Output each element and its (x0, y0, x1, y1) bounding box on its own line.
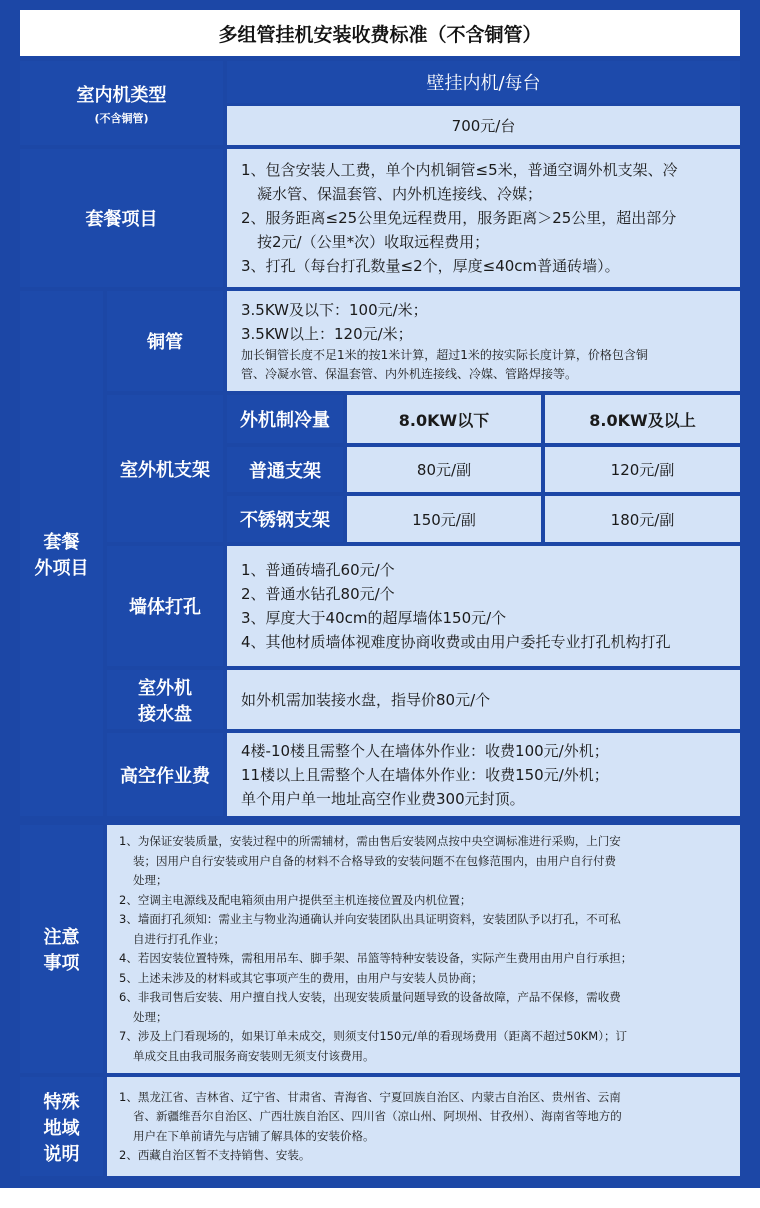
note-line: 处理； (133, 1009, 168, 1024)
copper-label-cell (107, 291, 223, 391)
package-label: 套餐项目 (85, 209, 158, 230)
page-title (20, 10, 740, 56)
bracket-row-col2 (545, 496, 740, 542)
bracket-row-label: 普通支架 (249, 460, 321, 482)
package-line: 按2元/（公里*次）收取远程费用； (257, 233, 490, 251)
notes-label-line1: 注意 (43, 927, 80, 948)
special-label-line3: 说明 (43, 1143, 80, 1165)
note-line: 3、墙面打孔须知：需业主与物业沟通确认并向安装团队出具证明资料，安装团队予以打孔，不可私 (119, 912, 621, 926)
high-altitude-line: 11楼以上且需整个人在墙体外作业：收费150元/外机； (241, 765, 609, 784)
note-line: 1、为保证安装质量，安装过程中的所需辅材，需由售后安装网点按中央空调标准进行采购，上门安 (119, 834, 621, 848)
bracket-label: 室外机支架 (120, 459, 210, 481)
special-line: 省、新疆维吾尔自治区、广西壮族自治区、四川省（凉山州、阿坝州、甘孜州）、海南省等地方的 (133, 1109, 622, 1123)
drilling-content (227, 546, 740, 666)
high-altitude-label-cell (107, 733, 223, 816)
bracket-price: 120元/副 (610, 461, 675, 479)
bracket-row-label: 不锈钢支架 (240, 510, 330, 531)
high-altitude-content (227, 733, 740, 816)
drilling-label: 墙体打孔 (129, 597, 201, 618)
bracket-row-label-cell (227, 447, 343, 492)
bracket-row-col1 (347, 496, 541, 542)
package-line: 1、包含安装人工费，单个内机铜管≤5米，普通空调外机支架、冷 (241, 161, 678, 179)
drilling-line: 2、普通水钻孔80元/个 (241, 585, 395, 603)
notes-label-line2: 事项 (43, 953, 80, 974)
package-line: 3、打孔（每台打孔数量≤2个，厚度≤40cm普通砖墙）。 (241, 257, 620, 275)
note-line: 处理； (133, 873, 168, 887)
note-line: 单成交且由我司服务商安装则无须支付该费用。 (133, 1048, 375, 1063)
copper-note-line: 管、冷凝水管、保温套管、内外机连接线、冷媒、管路焊接等。 (241, 367, 578, 381)
copper-content (227, 291, 740, 391)
extra-label-line1: 套餐 (43, 531, 80, 553)
bracket-price: 80元/副 (416, 461, 472, 479)
title-text: 多组管挂机安装收费标准（不含铜管） (218, 23, 542, 46)
package-line: 凝水管、保温套管、内外机连接线、冷媒； (257, 185, 543, 203)
high-altitude-line: 单个用户单一地址高空作业费300元封顶。 (241, 789, 525, 808)
bracket-header-col2-text: 8.0KW及以上 (589, 410, 696, 430)
indoor-type-label-cell (20, 61, 223, 145)
package-label-cell (20, 149, 223, 287)
special-label-line1: 特殊 (43, 1091, 80, 1113)
bracket-header-label-cell (227, 395, 343, 443)
package-line: 2、服务距离≤25公里免远程费用，服务距离＞25公里，超出部分 (241, 209, 677, 227)
extra-label-line2: 外项目 (34, 557, 89, 579)
copper-label: 铜管 (147, 332, 183, 353)
package-content (227, 149, 740, 287)
indoor-type-sublabel: (不含铜管) (94, 111, 149, 125)
bracket-header-col2 (545, 395, 740, 443)
drilling-line: 4、其他材质墙体视难度协商收费或由用户委托专业打孔机构打孔 (241, 633, 671, 651)
note-line: 5、上述未涉及的材料或其它事项产生的费用，由用户与安装人员协商； (119, 970, 483, 985)
bracket-price: 180元/副 (610, 510, 675, 529)
high-altitude-label: 高空作业费 (120, 765, 210, 787)
bottom-strip (0, 1188, 760, 1208)
copper-note-line: 加长铜管长度不足1米的按1米计算，超过1米的按实际长度计算，价格包含铜 (241, 348, 648, 362)
extra-label-cell (20, 291, 103, 816)
high-altitude-line: 4楼-10楼且需整个人在墙体外作业：收费100元/外机； (241, 741, 609, 760)
copper-line: 3.5KW以上：120元/米； (241, 325, 413, 343)
note-line: 7、涉及上门看现场的，如果订单未成交，则须支付150元/单的看现场费用（距离不超过50KM）；订 (119, 1029, 627, 1043)
bracket-row-col1 (347, 447, 541, 492)
special-content (107, 1077, 740, 1176)
drilling-line: 1、普通砖墙孔60元/个 (241, 561, 395, 579)
drain-pan-label-line2: 接水盘 (138, 703, 192, 725)
special-line: 2、西藏自治区暂不支持销售、安装。 (119, 1148, 311, 1162)
special-line: 1、黑龙江省、吉林省、辽宁省、甘肃省、青海省、宁夏回族自治区、内蒙古自治区、贵州省、云南 (119, 1089, 621, 1104)
bracket-header-col1-text: 8.0KW以下 (398, 410, 490, 430)
copper-line: 3.5KW及以下：100元/米； (241, 301, 428, 319)
note-line: 装；因用户自行安装或用户自备的材料不合格导致的安装问题不在包修范围内，由用户自行付费 (133, 853, 616, 868)
drain-pan-content (227, 670, 740, 729)
note-line: 6、非我司售后安装、用户擅自找人安装，出现安装质量问题导致的设备故障，产品不保修，需收费 (119, 990, 621, 1004)
note-line: 4、若因安装位置特殊，需租用吊车、脚手架、吊篮等特种安装设备，实际产生费用由用户自行承担； (119, 951, 633, 965)
indoor-model-cell (227, 61, 740, 103)
indoor-model: 壁挂内机/每台 (426, 73, 541, 94)
drilling-line: 3、厚度大于40cm的超厚墙体150元/个 (241, 609, 507, 627)
bracket-header-label: 外机制冷量 (240, 410, 330, 431)
notes-label-cell (20, 825, 103, 1073)
drain-pan-text: 如外机需加装接水盘，指导价80元/个 (241, 690, 491, 709)
indoor-type-label: 室内机类型 (76, 84, 167, 106)
bracket-label-cell (107, 395, 223, 542)
bracket-header-col1 (347, 395, 541, 443)
note-line: 2、空调主电源线及配电箱须由用户提供至主机连接位置及内机位置； (119, 892, 472, 907)
special-label-line2: 地域 (43, 1117, 80, 1139)
bracket-row-label-cell (227, 496, 343, 542)
indoor-price-cell (227, 106, 740, 145)
notes-content (107, 825, 740, 1073)
indoor-price: 700元/台 (451, 117, 516, 135)
drain-pan-label-cell (107, 670, 223, 729)
drain-pan-label-line1: 室外机 (138, 677, 192, 699)
special-label-cell (20, 1077, 103, 1176)
special-line: 用户在下单前请先与店铺了解具体的安装价格。 (133, 1128, 375, 1143)
bracket-row-col2 (545, 447, 740, 492)
note-line: 自进行打孔作业； (133, 931, 225, 946)
drilling-label-cell (107, 546, 223, 666)
bracket-price: 150元/副 (412, 510, 476, 529)
